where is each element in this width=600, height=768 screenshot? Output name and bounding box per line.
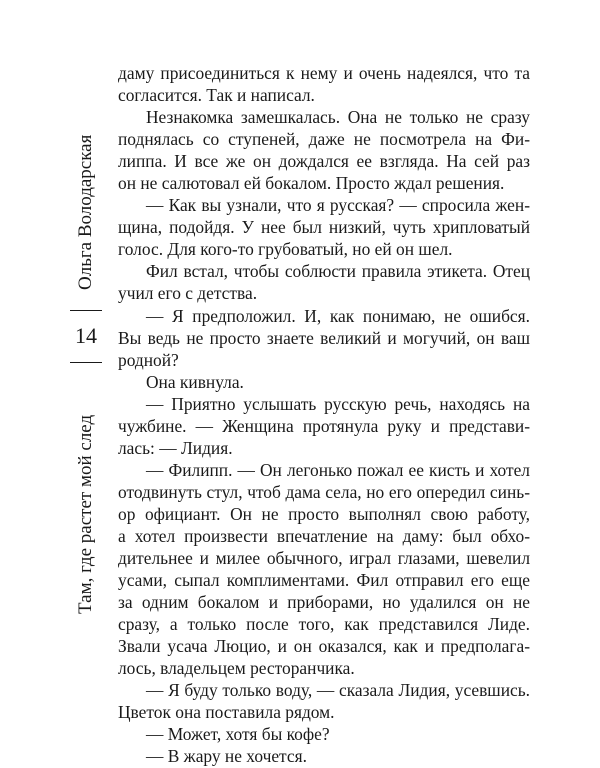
text-line: родной? [118, 349, 179, 370]
text-line: лась: — Лидия. [118, 437, 233, 458]
text-line: ор официант. Он не просто выполнял свою работу, [118, 503, 530, 524]
text-line: — Приятно услышать русскую речь, находясь на [146, 393, 530, 414]
paragraph [118, 723, 530, 745]
paragraph [118, 260, 530, 304]
paragraph [118, 106, 530, 194]
paragraph [118, 371, 530, 393]
page-margin [66, 100, 106, 615]
text-line: Она кивнула. [146, 371, 244, 392]
text-line: голос. Для кого-то грубоватый, но ей он шел. [118, 239, 453, 260]
text-line: Звали усача Люцио, и он оказался, как и предполага- [118, 636, 530, 657]
margin-rule-bottom [70, 362, 102, 363]
text-line: щина, подойдя. У нее был низкий, чуть хрипловатый [118, 217, 530, 238]
running-head-title: Там, где растет мой след [75, 414, 96, 615]
text-line: — Филипп. — Он легонько пожал ее кисть и хотел [146, 459, 530, 480]
text-line: Незнакомка замешкалась. Она не только не сразу [146, 107, 530, 128]
text-line: дительнее и милее обычного, играл глазами, шевелил [118, 548, 530, 569]
paragraph [118, 194, 530, 260]
text-line: сразу, а только после того, как представился Лиде. [118, 614, 530, 635]
text-line: а хотел произвести впечатление на даму: был обхо- [118, 525, 530, 546]
text-line: Цветок она поставила рядом. [118, 702, 335, 723]
text-line: — Я предположил. И, как понимаю, не ошибся. [146, 305, 530, 326]
margin-rule-top [70, 310, 102, 311]
running-head-author: Ольга Володарская [75, 134, 96, 291]
text-line: за одним бокалом и приборами, но удалился он не [118, 592, 530, 613]
text-line: — Как вы узнали, что я русская? — спросила жен- [146, 195, 530, 216]
text-line: Вы ведь не просто знаете великий и могучий, он ваш [118, 327, 530, 348]
text-line: усами, сыпал комплиментами. Фил отправил его еще [118, 570, 530, 591]
text-line: — В жару не хочется. [146, 746, 307, 767]
text-line: согласится. Так и написал. [118, 85, 315, 106]
paragraph [118, 745, 530, 767]
text-line: — Я буду только воду, — сказала Лидия, усевшись. [146, 680, 530, 701]
paragraph [118, 305, 530, 371]
body-text [118, 62, 530, 768]
text-line: поднялась со ступеней, даже не посмотрела на Фи- [118, 129, 530, 150]
paragraph [118, 459, 530, 679]
text-line: даму присоединиться к нему и очень надеялся, что та [118, 63, 530, 83]
paragraph [118, 679, 530, 723]
paragraph [118, 62, 530, 106]
text-line: учил его с детства. [118, 283, 258, 304]
text-line: лось, владельцем ресторанчика. [118, 658, 355, 679]
text-line: он не салютовал ей бокалом. Просто ждал решения. [118, 173, 505, 194]
text-line: чужбине. — Женщина протянула руку и представи- [118, 415, 530, 436]
page-number: 14 [75, 323, 97, 348]
paragraph [118, 393, 530, 459]
text-line: Фил встал, чтобы соблюсти правила этикета. Отец [146, 261, 530, 282]
text-line: отодвинуть стул, чтоб дама села, но его опередил синь- [118, 481, 530, 502]
text-line: — Может, хотя бы кофе? [146, 724, 330, 745]
text-line: липпа. И все же он дождался ее взгляда. На сей раз [118, 151, 530, 172]
